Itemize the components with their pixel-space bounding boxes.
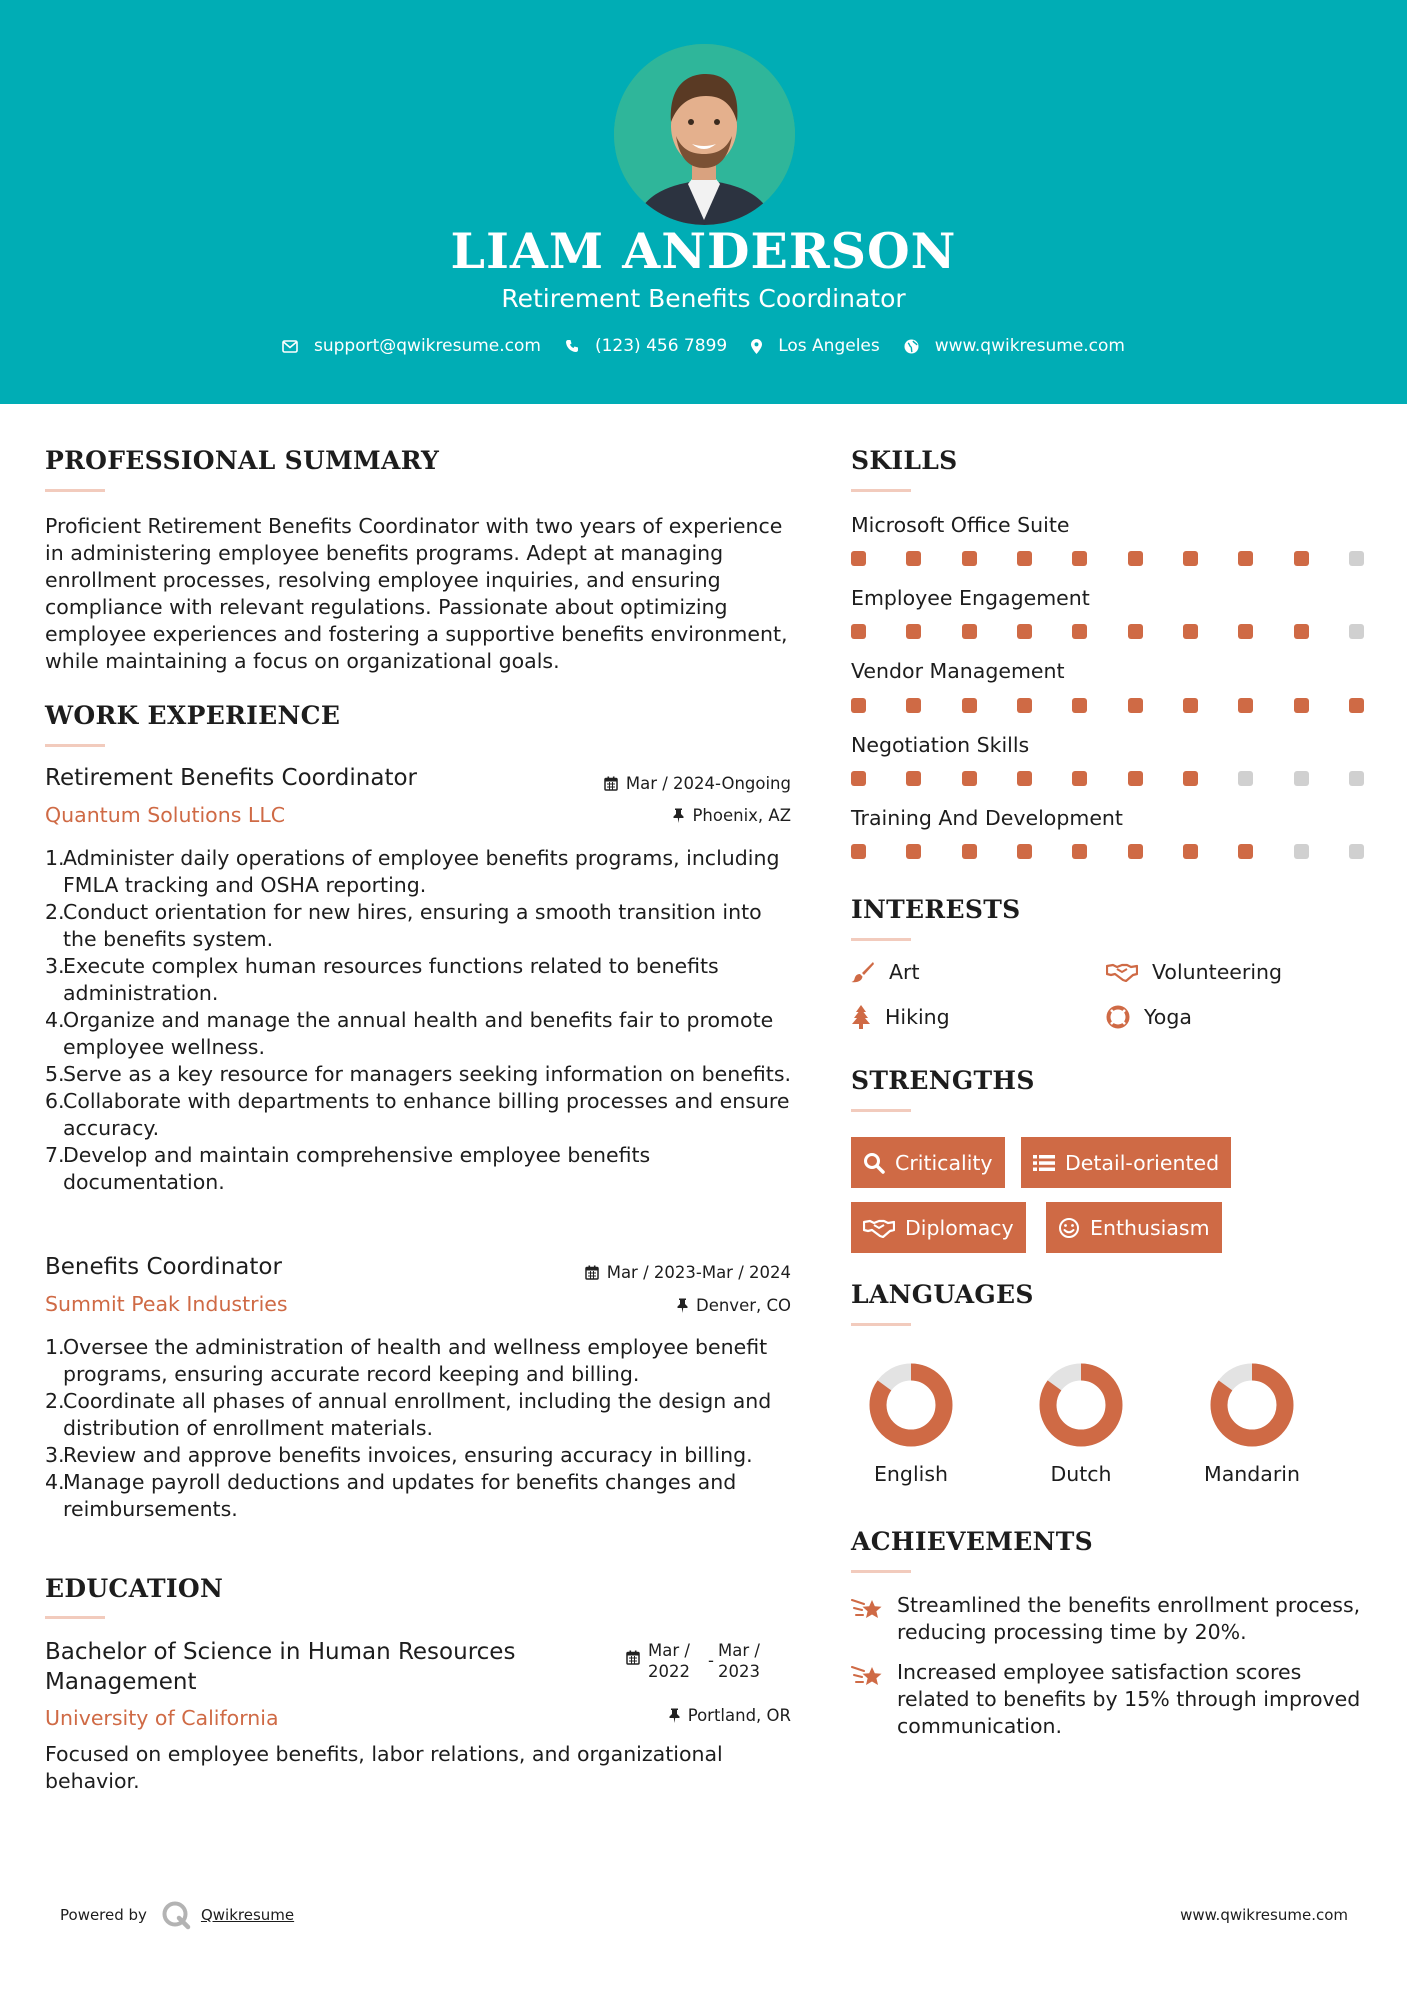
job-title: Retirement Benefits Coordinator bbox=[45, 765, 417, 791]
job-dates-text: Mar / 2024-Ongoing bbox=[625, 774, 791, 793]
language-donut bbox=[1207, 1360, 1297, 1450]
skill-dot-filled bbox=[1349, 698, 1364, 713]
footer-powered-by bbox=[60, 1900, 294, 1930]
skill-rating bbox=[851, 771, 1364, 786]
candidate-name: LIAM ANDERSON bbox=[450, 222, 957, 280]
skill-dot-filled bbox=[1183, 771, 1198, 786]
skill-dot-filled bbox=[962, 771, 977, 786]
achievement-item bbox=[851, 1659, 1371, 1740]
skill-dot-filled bbox=[1294, 551, 1309, 566]
pushpin-icon bbox=[677, 1298, 688, 1313]
website-text: www.qwikresume.com bbox=[934, 336, 1125, 356]
summary-rule bbox=[45, 489, 105, 492]
shooting-star-icon bbox=[851, 1594, 885, 1624]
strengths-rule bbox=[851, 1109, 911, 1112]
skills-rule bbox=[851, 489, 911, 492]
job-dates bbox=[585, 1263, 791, 1282]
achievements-heading: ACHIEVEMENTS bbox=[851, 1527, 1093, 1556]
list-item: 1. Oversee the administration of health and wellness employee benefit programs, ensuring accurate record keeping and billing. bbox=[45, 1335, 768, 1386]
skill-dot-filled bbox=[906, 698, 921, 713]
interests-heading: INTERESTS bbox=[851, 895, 1021, 924]
skill-dot-empty bbox=[1349, 844, 1364, 859]
skill-dot-filled bbox=[1294, 624, 1309, 639]
date-separator: - bbox=[708, 1651, 714, 1670]
skills-heading: SKILLS bbox=[851, 446, 958, 475]
candidate-title: Retirement Benefits Coordinator bbox=[501, 284, 906, 313]
skill-dot-empty bbox=[1349, 624, 1364, 639]
job-location bbox=[677, 1296, 791, 1315]
pushpin-icon bbox=[669, 1708, 680, 1723]
shooting-star-icon bbox=[851, 1661, 885, 1691]
skill-dot-empty bbox=[1349, 551, 1364, 566]
skill-dot-filled bbox=[1294, 698, 1309, 713]
summary-text: Proficient Retirement Benefits Coordinator with two years of experience in administering employee benefits programs. Adept at managing enrollment processes, resolving employee inquiries, and ensuring compliance with relevant regulations. Passionate about optimizing employee experiences and fostering a supportive benefits environment, while maintaining a focus on organizational goals. bbox=[45, 514, 788, 673]
calendar-icon bbox=[626, 1650, 640, 1665]
strengths-heading: STRENGTHS bbox=[851, 1066, 1035, 1095]
duties-list bbox=[45, 1334, 797, 1523]
language-name: English bbox=[873, 1462, 949, 1486]
edu-end: Mar / 2023 bbox=[717, 1641, 760, 1681]
handshake-icon bbox=[1106, 962, 1138, 982]
map-pin-icon bbox=[751, 339, 762, 354]
list-item: 3. Review and approve benefits invoices, ensuring accuracy in billing. bbox=[45, 1443, 753, 1467]
skill-dot-filled bbox=[1183, 551, 1198, 566]
summary-heading: PROFESSIONAL SUMMARY bbox=[45, 446, 440, 475]
list-item: 2. Coordinate all phases of annual enrollment, including the design and distribution of enrollment materials. bbox=[45, 1389, 772, 1440]
contact-bar bbox=[0, 336, 1407, 356]
skill-dot-filled bbox=[1183, 698, 1198, 713]
experience-heading: WORK EXPERIENCE bbox=[45, 701, 341, 730]
language-name: Dutch bbox=[1050, 1462, 1112, 1486]
pushpin-icon bbox=[673, 808, 684, 823]
strength-chip: Criticality bbox=[851, 1137, 1005, 1188]
skill-rating bbox=[851, 624, 1364, 639]
list-item: 2. Conduct orientation for new hires, ensuring a smooth transition into the benefits system. bbox=[45, 900, 762, 951]
calendar-icon bbox=[604, 776, 618, 791]
skill-name: Microsoft Office Suite bbox=[851, 513, 1070, 537]
edu-start: Mar / 2022 bbox=[648, 1641, 690, 1681]
list-item: 6. Collaborate with departments to enhance billing processes and ensure accuracy. bbox=[45, 1089, 790, 1140]
skill-dot-filled bbox=[1072, 844, 1087, 859]
globe-icon bbox=[904, 339, 919, 354]
list-icon bbox=[1033, 1154, 1055, 1172]
achievement-text: Increased employee satisfaction scores related to benefits by 15% through improved communication. bbox=[897, 1660, 1361, 1738]
experience-rule bbox=[45, 744, 105, 747]
interest-item: Volunteering bbox=[1106, 960, 1282, 984]
resume-header bbox=[0, 0, 1407, 404]
strength-chip: Enthusiasm bbox=[1046, 1202, 1222, 1253]
achievement-text: Streamlined the benefits enrollment process, reducing processing time by 20%. bbox=[897, 1593, 1361, 1644]
skill-dot-filled bbox=[1128, 771, 1143, 786]
language-donut bbox=[866, 1360, 956, 1450]
interest-item: Art bbox=[851, 960, 920, 984]
education-heading: EDUCATION bbox=[45, 1574, 224, 1603]
strength-chip: Detail-oriented bbox=[1021, 1137, 1231, 1188]
job-location-text: Phoenix, AZ bbox=[692, 806, 791, 825]
language-item bbox=[1182, 1360, 1322, 1486]
education-rule bbox=[45, 1616, 105, 1619]
list-item: 4. Manage payroll deductions and updates for benefits changes and reimbursements. bbox=[45, 1470, 737, 1521]
achievement-item bbox=[851, 1592, 1371, 1646]
interest-item: Yoga bbox=[1106, 1005, 1192, 1029]
skill-dot-filled bbox=[906, 844, 921, 859]
degree-line-1: Bachelor of Science in Human Resources bbox=[45, 1639, 516, 1665]
skill-rating bbox=[851, 698, 1364, 713]
interests-rule bbox=[851, 938, 911, 941]
paintbrush-icon bbox=[851, 961, 875, 983]
footer-website[interactable]: www.qwikresume.com bbox=[1180, 1906, 1348, 1924]
skill-dot-filled bbox=[1238, 698, 1253, 713]
skill-dot-filled bbox=[1128, 551, 1143, 566]
skill-dot-filled bbox=[1238, 624, 1253, 639]
skill-name: Vendor Management bbox=[851, 659, 1065, 683]
language-name: Mandarin bbox=[1204, 1462, 1300, 1486]
skill-dot-filled bbox=[1017, 698, 1032, 713]
email-text: support@qwikresume.com bbox=[314, 336, 541, 356]
skill-dot-filled bbox=[962, 551, 977, 566]
skill-dot-empty bbox=[1238, 771, 1253, 786]
qwikresume-logo-icon bbox=[161, 1900, 191, 1930]
skill-dot-filled bbox=[1072, 698, 1087, 713]
phone-icon bbox=[565, 339, 579, 353]
skill-name: Training And Development bbox=[851, 806, 1123, 830]
calendar-icon bbox=[585, 1265, 599, 1280]
profile-photo bbox=[614, 44, 795, 225]
degree-title bbox=[45, 1637, 515, 1697]
school-name: University of California bbox=[45, 1706, 279, 1730]
skill-dot-filled bbox=[851, 698, 866, 713]
skill-dot-filled bbox=[1072, 771, 1087, 786]
skill-dot-filled bbox=[1238, 551, 1253, 566]
skill-dot-filled bbox=[1017, 624, 1032, 639]
skill-dot-filled bbox=[962, 624, 977, 639]
education-dates bbox=[626, 1640, 760, 1682]
achievements-rule bbox=[851, 1570, 911, 1573]
contact-website[interactable] bbox=[904, 336, 1125, 356]
degree-line-2: Management bbox=[45, 1669, 197, 1695]
list-item: 5. Serve as a key resource for managers seeking information on benefits. bbox=[45, 1062, 792, 1086]
phone-text: (123) 456 7899 bbox=[594, 336, 728, 356]
education-location bbox=[669, 1706, 791, 1725]
languages-rule bbox=[851, 1323, 911, 1326]
education-location-text: Portland, OR bbox=[687, 1706, 791, 1725]
interest-item: Hiking bbox=[851, 1005, 950, 1029]
list-item: 1. Administer daily operations of employee benefits programs, including FMLA tracking and OSHA reporting. bbox=[45, 846, 780, 897]
skill-dot-filled bbox=[1017, 771, 1032, 786]
lifering-icon bbox=[1106, 1005, 1130, 1029]
skill-dot-filled bbox=[851, 844, 866, 859]
search-icon bbox=[863, 1152, 885, 1174]
job-location bbox=[673, 806, 791, 825]
envelope-icon bbox=[282, 340, 298, 353]
job-dates-text: Mar / 2023-Mar / 2024 bbox=[606, 1263, 791, 1282]
skill-dot-filled bbox=[1017, 844, 1032, 859]
skill-dot-filled bbox=[906, 551, 921, 566]
strength-chip: Diplomacy bbox=[851, 1202, 1026, 1253]
powered-by-label: Powered by bbox=[60, 1906, 147, 1924]
job-dates bbox=[604, 774, 791, 793]
skill-dot-filled bbox=[1128, 698, 1143, 713]
list-item: 3. Execute complex human resources functions related to benefits administration. bbox=[45, 954, 719, 1005]
job-title: Benefits Coordinator bbox=[45, 1254, 282, 1280]
skill-dot-filled bbox=[1072, 624, 1087, 639]
skill-rating bbox=[851, 551, 1364, 566]
language-item bbox=[1011, 1360, 1151, 1486]
company-name: Quantum Solutions LLC bbox=[45, 803, 286, 827]
skill-dot-filled bbox=[1128, 844, 1143, 859]
language-donut bbox=[1036, 1360, 1126, 1450]
skill-dot-empty bbox=[1294, 771, 1309, 786]
contact-email[interactable] bbox=[282, 336, 541, 356]
skill-name: Employee Engagement bbox=[851, 586, 1090, 610]
job-location-text: Denver, CO bbox=[695, 1296, 791, 1315]
smile-icon bbox=[1058, 1217, 1080, 1239]
skill-dot-filled bbox=[906, 624, 921, 639]
skill-name: Negotiation Skills bbox=[851, 733, 1030, 757]
handshake-icon bbox=[863, 1218, 895, 1238]
skill-dot-filled bbox=[851, 771, 866, 786]
skill-dot-filled bbox=[1183, 844, 1198, 859]
qwikresume-link[interactable]: Qwikresume bbox=[200, 1906, 295, 1924]
skill-dot-filled bbox=[851, 624, 866, 639]
skill-dot-filled bbox=[962, 844, 977, 859]
duties-list bbox=[45, 845, 797, 1196]
skill-dot-filled bbox=[1128, 624, 1143, 639]
contact-location bbox=[751, 336, 880, 356]
skill-dot-filled bbox=[1238, 844, 1253, 859]
list-item: 7. Develop and maintain comprehensive employee benefits documentation. bbox=[45, 1143, 651, 1194]
skill-dot-empty bbox=[1349, 771, 1364, 786]
contact-phone[interactable] bbox=[565, 336, 727, 356]
skill-dot-filled bbox=[906, 771, 921, 786]
tree-icon bbox=[851, 1005, 871, 1029]
skill-dot-filled bbox=[1183, 624, 1198, 639]
list-item: 4. Organize and manage the annual health and benefits fair to promote employee wellness. bbox=[45, 1008, 774, 1059]
education-description: Focused on employee benefits, labor relations, and organizational behavior. bbox=[45, 1742, 723, 1793]
language-item bbox=[841, 1360, 981, 1486]
skill-dot-filled bbox=[962, 698, 977, 713]
skill-dot-filled bbox=[1017, 551, 1032, 566]
company-name: Summit Peak Industries bbox=[45, 1292, 288, 1316]
skill-dot-filled bbox=[851, 551, 866, 566]
location-text: Los Angeles bbox=[778, 336, 880, 356]
skill-dot-filled bbox=[1072, 551, 1087, 566]
languages-heading: LANGUAGES bbox=[851, 1280, 1034, 1309]
skill-rating bbox=[851, 844, 1364, 859]
skill-dot-empty bbox=[1294, 844, 1309, 859]
